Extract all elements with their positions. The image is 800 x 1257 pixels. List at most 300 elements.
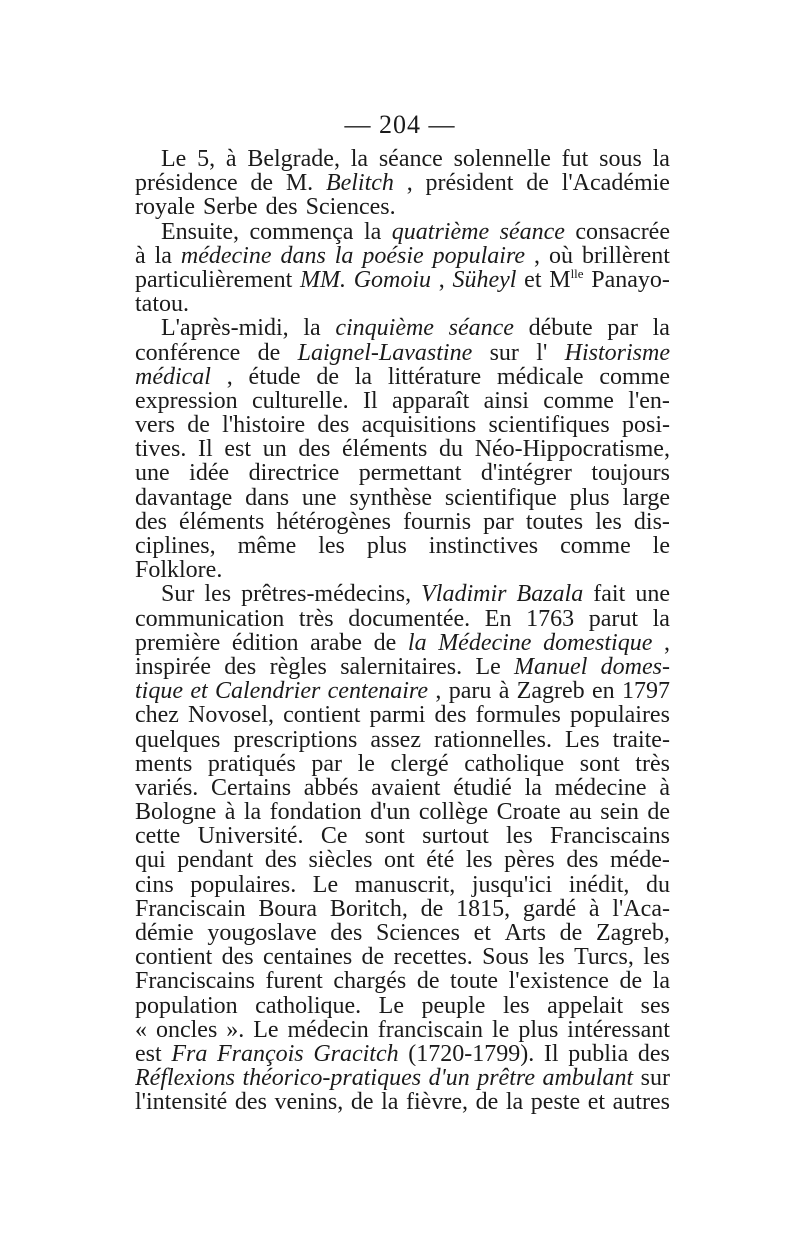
word: Il: [362, 388, 378, 414]
word: et: [190, 679, 208, 704]
word: Serbe: [202, 195, 258, 220]
word: directrice: [248, 461, 340, 486]
word: des: [224, 654, 257, 680]
word: la: [407, 630, 427, 655]
word: des: [637, 1041, 670, 1067]
word: l': [536, 340, 548, 365]
text-line: [135, 1018, 670, 1042]
word: Manuel: [514, 654, 588, 680]
text-line: [135, 437, 670, 461]
word: formules: [475, 703, 561, 728]
word: de: [187, 413, 210, 438]
word: les: [502, 993, 530, 1018]
word: Zagreb,: [595, 921, 670, 946]
text-line: [135, 921, 670, 945]
text-line: [135, 461, 670, 485]
word: des: [265, 195, 298, 220]
word: de: [475, 1090, 499, 1115]
text-line: [135, 994, 670, 1018]
word: Bologne: [135, 800, 217, 825]
word: abbés: [303, 775, 359, 801]
word: la: [243, 800, 262, 825]
word: fondation: [269, 800, 362, 825]
word: présidence: [135, 171, 238, 196]
word: chez: [135, 703, 179, 728]
word: Laignel-Lavastine: [297, 340, 473, 365]
word: communication: [135, 606, 285, 631]
word: fournis: [403, 509, 472, 534]
word: séance: [499, 219, 565, 244]
word: particulièrement: [135, 267, 293, 293]
word: jusqu'ici: [471, 872, 553, 897]
word: la: [350, 147, 369, 172]
word: hétérogènes: [276, 509, 392, 534]
text-line: [135, 534, 670, 558]
word: la: [652, 969, 670, 994]
word: en: [591, 679, 615, 704]
word: à: [225, 147, 237, 172]
word: «: [135, 1017, 147, 1042]
text-line: [135, 969, 670, 993]
word: par: [483, 509, 514, 534]
word: de: [619, 969, 643, 994]
word: venins,: [274, 1090, 344, 1115]
word: comme: [599, 364, 670, 389]
word: l'en-: [628, 388, 670, 414]
word: intéressant: [567, 1017, 670, 1042]
word: plus: [569, 485, 610, 510]
word: président: [425, 171, 514, 196]
word: pratiqués: [207, 751, 296, 776]
text-line: [135, 341, 670, 365]
word: centaines: [262, 945, 353, 970]
word: Franciscains: [135, 969, 255, 994]
text-line: [135, 631, 670, 655]
word: fut: [561, 147, 589, 172]
word: consacrée: [575, 219, 670, 244]
word: l'intensité: [135, 1090, 228, 1115]
body-text: [135, 147, 670, 1115]
word: catholique: [464, 751, 565, 776]
word: 1763: [526, 606, 575, 631]
paragraph: [135, 220, 670, 317]
word: recettes.: [393, 945, 473, 970]
word: 1797: [621, 679, 670, 704]
text-line: [135, 800, 670, 824]
word: dans: [245, 485, 290, 510]
word: de: [647, 800, 670, 825]
word: au: [569, 800, 592, 825]
word: première: [135, 630, 221, 655]
word: ciplines,: [135, 534, 216, 559]
word: règles: [269, 654, 327, 680]
word: solennelle: [453, 147, 551, 172]
word: sont: [364, 824, 405, 849]
word: scientifique: [444, 485, 557, 510]
word: éléments: [342, 437, 428, 462]
word: Sciences.: [305, 195, 396, 220]
word: prescriptions: [233, 727, 358, 752]
word: yougoslave: [207, 921, 317, 946]
word: de: [350, 1090, 374, 1115]
word: ,: [438, 267, 445, 293]
word: sont: [579, 751, 620, 776]
word: Boritch,: [329, 896, 408, 921]
word: surtout: [422, 824, 489, 849]
word: Le: [312, 872, 339, 897]
word: à: [588, 896, 600, 921]
word: parmi: [369, 703, 426, 728]
word: la: [334, 243, 354, 268]
word: prêtres-médecins,: [241, 582, 412, 607]
word: démie: [135, 921, 194, 946]
word: tives.: [135, 437, 187, 462]
word: posi-: [622, 413, 670, 438]
word: apparaît: [391, 388, 470, 414]
word: médecin: [287, 1017, 369, 1042]
word: théorico-pratiques: [242, 1066, 422, 1091]
word: contient: [283, 703, 361, 728]
word: étude: [248, 364, 301, 389]
word: de: [361, 945, 385, 970]
word: Ce: [320, 824, 348, 849]
word: quelques: [135, 727, 221, 752]
word: plus: [518, 1017, 559, 1042]
word: ,: [435, 679, 442, 704]
word: du: [645, 872, 670, 897]
word: quatrième: [391, 219, 490, 244]
word: littérature: [387, 364, 482, 389]
text-line: [135, 752, 670, 776]
word: Vladimir: [421, 582, 507, 607]
word: salernitaires.: [340, 654, 463, 680]
word: (1720-1799).: [408, 1041, 535, 1067]
word: une: [301, 485, 337, 510]
word: Novosel,: [188, 703, 275, 728]
word: tatou.: [135, 292, 189, 317]
word: médical: [135, 364, 211, 389]
text-line: [135, 486, 670, 510]
word: Il: [198, 437, 213, 462]
word: Turcs,: [574, 945, 634, 970]
word: inédit,: [568, 872, 630, 897]
word: sur: [640, 1066, 670, 1091]
text-line: [135, 848, 670, 872]
word: Boura: [258, 896, 318, 921]
word: cette: [135, 824, 181, 849]
text-line: [135, 1066, 670, 1090]
word: les: [204, 582, 232, 607]
word: traite-: [612, 727, 670, 752]
word: Süheyl: [452, 267, 517, 293]
word: ont: [384, 848, 415, 873]
word: publia: [568, 1041, 629, 1067]
word: Bazala: [516, 582, 584, 607]
word: ,: [406, 171, 413, 196]
word: édition: [231, 630, 299, 655]
text-line: [135, 945, 670, 969]
word: Gomoiu: [353, 267, 432, 293]
word: Folklore.: [135, 558, 223, 583]
text-line: [135, 292, 670, 316]
word: de: [526, 171, 549, 196]
word: les: [506, 824, 533, 849]
word: le: [492, 1017, 510, 1042]
word: la: [303, 316, 321, 341]
word: les: [643, 945, 670, 970]
word: plus: [366, 534, 407, 559]
word: même: [237, 534, 297, 559]
word: documentée.: [348, 606, 471, 631]
word: très: [298, 606, 334, 631]
word: pendant: [177, 848, 254, 873]
text-line: [135, 365, 670, 389]
word: populaire: [432, 243, 526, 268]
word: siècles: [308, 848, 373, 873]
word: des: [330, 921, 363, 946]
page-number: — 204 —: [344, 110, 456, 139]
word: peste: [530, 1090, 581, 1115]
word: Belitch: [325, 171, 394, 196]
word: pères: [504, 848, 555, 873]
text-line: [135, 607, 670, 631]
word: médecine: [180, 243, 272, 268]
word: idée: [189, 461, 230, 486]
word: Arts: [504, 921, 546, 946]
word: d'un: [370, 800, 411, 825]
word: les: [318, 534, 345, 559]
word: est: [224, 437, 252, 462]
word: éléments: [179, 509, 265, 534]
word: appelait: [547, 993, 624, 1018]
word: paru: [448, 679, 492, 704]
word: Certains: [211, 775, 292, 801]
word: ,: [534, 243, 541, 268]
word: médecine: [554, 775, 647, 801]
word: populaires: [569, 703, 670, 728]
word: ».: [226, 1017, 245, 1042]
word: des: [566, 848, 599, 873]
word: une: [635, 582, 670, 607]
word: ambulant: [542, 1066, 634, 1091]
word: toujours: [591, 461, 670, 486]
word: à: [659, 775, 670, 801]
word: la: [652, 147, 670, 172]
word: à: [224, 800, 236, 825]
word: ,: [663, 630, 670, 655]
word: domes-: [600, 654, 670, 680]
word: médicale: [496, 364, 584, 389]
word: qui: [135, 848, 166, 873]
word: de: [316, 364, 339, 389]
word: autres: [612, 1090, 670, 1115]
word: Le: [378, 993, 404, 1018]
word: la: [363, 219, 382, 244]
word: sein: [600, 800, 639, 825]
word: la: [381, 1090, 399, 1115]
word: séance: [378, 147, 443, 172]
text-line: [135, 268, 670, 292]
word: de: [416, 969, 440, 994]
word: Le: [253, 1017, 279, 1042]
word: 1815,: [456, 896, 511, 921]
word: sur: [489, 340, 519, 365]
word: très: [635, 751, 670, 776]
text-line: [135, 728, 670, 752]
word: les: [538, 945, 565, 970]
text-line: [135, 703, 670, 727]
word: cins: [135, 872, 174, 897]
word: à: [498, 679, 510, 704]
word: M.: [285, 171, 314, 196]
word: davantage: [135, 485, 233, 510]
text-line: [135, 655, 670, 679]
word: et: [587, 1090, 606, 1115]
word: de: [420, 896, 444, 921]
word: cinquième: [335, 316, 434, 341]
word: collège: [418, 800, 489, 825]
word: Gracitch: [313, 1041, 399, 1067]
paragraph: [135, 147, 670, 220]
word: furent: [265, 969, 323, 994]
word: variés.: [135, 775, 199, 801]
word: Sous: [482, 945, 529, 970]
word: clergé: [390, 751, 449, 776]
word: prêtre: [477, 1066, 535, 1091]
word: MM.: [299, 267, 346, 293]
word: commença: [249, 219, 354, 244]
word: la: [505, 1090, 524, 1115]
word: toute: [450, 969, 499, 994]
word: royale: [135, 195, 195, 220]
word: sous: [599, 147, 642, 172]
word: des: [264, 848, 297, 873]
word: Sur: [161, 582, 195, 607]
word: brillèrent: [581, 243, 670, 268]
text-line: [135, 873, 670, 897]
word: catholique.: [255, 993, 362, 1018]
word: de: [250, 171, 274, 196]
word: méde-: [609, 848, 670, 873]
word: Néo-Hippocratisme,: [474, 437, 670, 462]
word: Réflexions: [135, 1066, 235, 1091]
word: des: [135, 509, 167, 534]
word: Belgrade,: [247, 147, 340, 172]
word: fièvre,: [406, 1090, 468, 1115]
word: chargés: [333, 969, 407, 994]
word: Université.: [197, 824, 304, 849]
word: ments: [135, 751, 193, 776]
word: Panayo-: [591, 267, 670, 293]
word: Franciscains: [550, 824, 670, 849]
text-line: [135, 244, 670, 268]
text-line: [135, 1042, 670, 1066]
word: Médecine: [438, 630, 532, 655]
word: Ensuite,: [161, 219, 239, 244]
word: la: [154, 243, 172, 268]
word: est: [135, 1041, 162, 1067]
text-line: [135, 195, 670, 219]
word: par: [607, 316, 638, 341]
word: le: [652, 534, 670, 559]
word: avaient: [371, 775, 441, 801]
word: gardé: [522, 896, 577, 921]
word: été: [426, 848, 455, 873]
word: poésie: [362, 243, 424, 268]
word: centenaire: [327, 679, 429, 704]
word: acquisitions: [361, 413, 477, 438]
word: Sciences: [375, 921, 460, 946]
text-line: [135, 147, 670, 171]
text-line: [135, 897, 670, 921]
word: une: [135, 461, 170, 486]
word: Zagreb: [516, 679, 585, 704]
word: L'après-midi,: [161, 316, 289, 341]
word: la: [652, 316, 670, 341]
word: Fra: [171, 1041, 208, 1067]
text-line: [135, 389, 670, 413]
word: la: [354, 364, 373, 389]
word: débute: [528, 316, 593, 341]
word: permettant: [358, 461, 462, 486]
word: Franciscain: [135, 896, 246, 921]
word: par: [311, 751, 343, 776]
text-line: [135, 558, 670, 582]
word: instinctives: [428, 534, 539, 559]
word: ainsi: [483, 388, 529, 414]
word: 5,: [197, 147, 216, 172]
word: dis-: [633, 509, 670, 534]
word: toutes: [525, 509, 584, 534]
word: contient: [135, 945, 213, 970]
word: dans: [280, 243, 326, 268]
word: l'Académie: [561, 171, 670, 196]
text-line: [135, 510, 670, 534]
word: les: [465, 848, 493, 873]
word: populaires.: [190, 872, 297, 897]
text-line: [135, 1090, 670, 1114]
word: un: [262, 437, 287, 462]
word: où: [548, 243, 573, 268]
word: franciscain: [377, 1017, 484, 1042]
word: comme: [543, 388, 614, 414]
word: Le: [475, 654, 501, 680]
text-line: [135, 824, 670, 848]
word: Croate: [496, 800, 561, 825]
word: de: [559, 921, 583, 946]
word: du: [439, 437, 464, 462]
word: les: [595, 509, 622, 534]
word: et: [524, 267, 542, 293]
word: rationnelles.: [433, 727, 552, 752]
word: des: [317, 413, 350, 438]
word: des: [298, 437, 331, 462]
word: de: [373, 630, 397, 655]
word: comme: [560, 534, 631, 559]
word: de: [257, 340, 281, 365]
word: la: [652, 606, 670, 631]
word: ses: [640, 993, 670, 1018]
word: $M^{lle}$: [549, 267, 584, 293]
word: des: [221, 945, 254, 970]
word: à: [135, 243, 146, 268]
word: tique: [135, 679, 183, 704]
word: la: [524, 775, 542, 801]
text-line: [135, 220, 670, 244]
word: des: [234, 1090, 267, 1115]
word: assez: [370, 727, 421, 752]
text-line: [135, 413, 670, 437]
